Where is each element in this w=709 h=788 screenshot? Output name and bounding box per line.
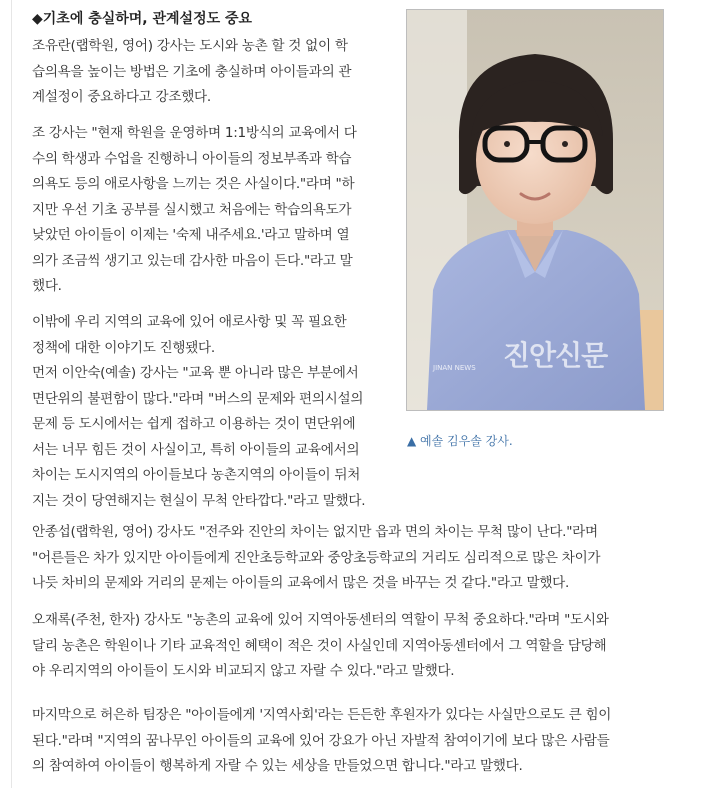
text-line: 차이는 도시지역의 아이들보다 농촌지역의 아이들이 뒤처: [32, 467, 361, 483]
paragraph-5: [32, 608, 702, 685]
text-line: 지만 우선 기초 공부를 실시했고 처음에는 학습의욕도가: [32, 201, 352, 218]
text-line: 오재록(주천, 한자) 강사도 "농촌의 교육에 있어 지역아동센터의 역할이 무척 중요하다."라며 "도시와: [32, 612, 609, 628]
text-line: 조 강사는 "현재 학원을 운영하며 1:1방식의 교육에서 다: [32, 125, 357, 141]
text-line: 나듯 차비의 문제와 거리의 문제는 아이들의 교육에서 많은 것을 바꾸는 것 같다."라고 말했다.: [32, 575, 570, 591]
text-line: 문제 등 도시에서는 쉽게 접하고 이용하는 것이 면단위에: [32, 416, 356, 432]
text-line: 달리 농촌은 학원이나 기타 교육적인 혜택이 적은 것이 사실인데 지역아동센터에서 그 역할을 담당해: [32, 637, 607, 654]
text-line: 면단위의 불편함이 많다."라며 "버스의 문제와 편의시설의: [32, 390, 364, 407]
watermark-small: JINAN NEWS: [433, 364, 476, 372]
text-line: 마지막으로 허은하 팀장은 "아이들에게 '지역사회'라는 든든한 후원자가 있다는 사실만으로도 큰 힘이: [32, 707, 612, 723]
left-border-line: [11, 0, 12, 788]
text-line: 된다."라며 "지역의 꿈나무인 아이들의 교육에 있어 강요가 아닌 자발적 참여이기에 보다 많은 사람들: [32, 732, 610, 749]
paragraph-2: [32, 121, 400, 300]
text-line: 서는 너무 힘든 것이 사실이고, 특히 아이들의 교육에서의: [32, 441, 360, 458]
text-line: 낮았던 아이들이 이제는 '숙제 내주세요.'라고 말하며 열: [32, 227, 350, 243]
text-line: 습의욕을 높이는 방법은 기초에 충실하며 아이들과의 관: [32, 63, 352, 80]
text-line: 정책에 대한 이야기도 진행됐다.: [32, 339, 215, 356]
text-line: 먼저 이안숙(예솔) 강사는 "교육 뿐 아니라 많은 부분에서: [32, 365, 359, 381]
text-line: 야 우리지역의 아이들이 도시와 비교되지 않고 자랄 수 있다."라고 말했다.: [32, 663, 455, 679]
text-line: 의 참여하여 아이들이 행복하게 자랄 수 있는 세상을 만들었으면 합니다."라고 말했다.: [32, 758, 523, 774]
section-heading: ◆기초에 충실하며, 관계설정도 중요: [32, 11, 253, 27]
text-line: 수의 학생과 수업을 진행하니 아이들의 정보부족과 학습: [32, 150, 352, 167]
text-line: "어른들은 차가 있지만 아이들에게 진안초등학교와 중앙초등학교의 거리도 심리적으로 많은 차이가: [32, 549, 601, 566]
text-line: 조유란(랩학원, 영어) 강사는 도시와 농촌 할 것 없이 학: [32, 38, 348, 54]
paragraph-6: [32, 703, 702, 780]
text-line: 이밖에 우리 지역의 교육에 있어 애로사항 및 꼭 필요한: [32, 314, 347, 330]
text-line: 지는 것이 당연해지는 현실이 무척 안타깝다."라고 말했다.: [32, 492, 366, 509]
text-line: 계설정이 중요하다고 강조했다.: [32, 89, 211, 105]
portrait-photo-frame: [406, 9, 664, 411]
paragraph-3: [32, 310, 400, 514]
text-line: 안종섭(랩학원, 영어) 강사도 "전주와 진안의 차이는 없지만 읍과 면의 차이는 무척 많이 난다."라며: [32, 524, 598, 540]
text-line: 의가 조금씩 생기고 있는데 감사한 마음이 든다."라고 말: [32, 252, 353, 269]
paragraph-1: [32, 34, 400, 111]
photo-caption: ▲ 예솔 김우솔 강사.: [407, 434, 513, 448]
text-line: 했다.: [32, 278, 62, 294]
watermark: 진안신문: [503, 339, 608, 372]
paragraph-4: [32, 520, 702, 597]
text-line: 의욕도 등의 애로사항을 느끼는 것은 사실이다."라며 "하: [32, 176, 355, 192]
